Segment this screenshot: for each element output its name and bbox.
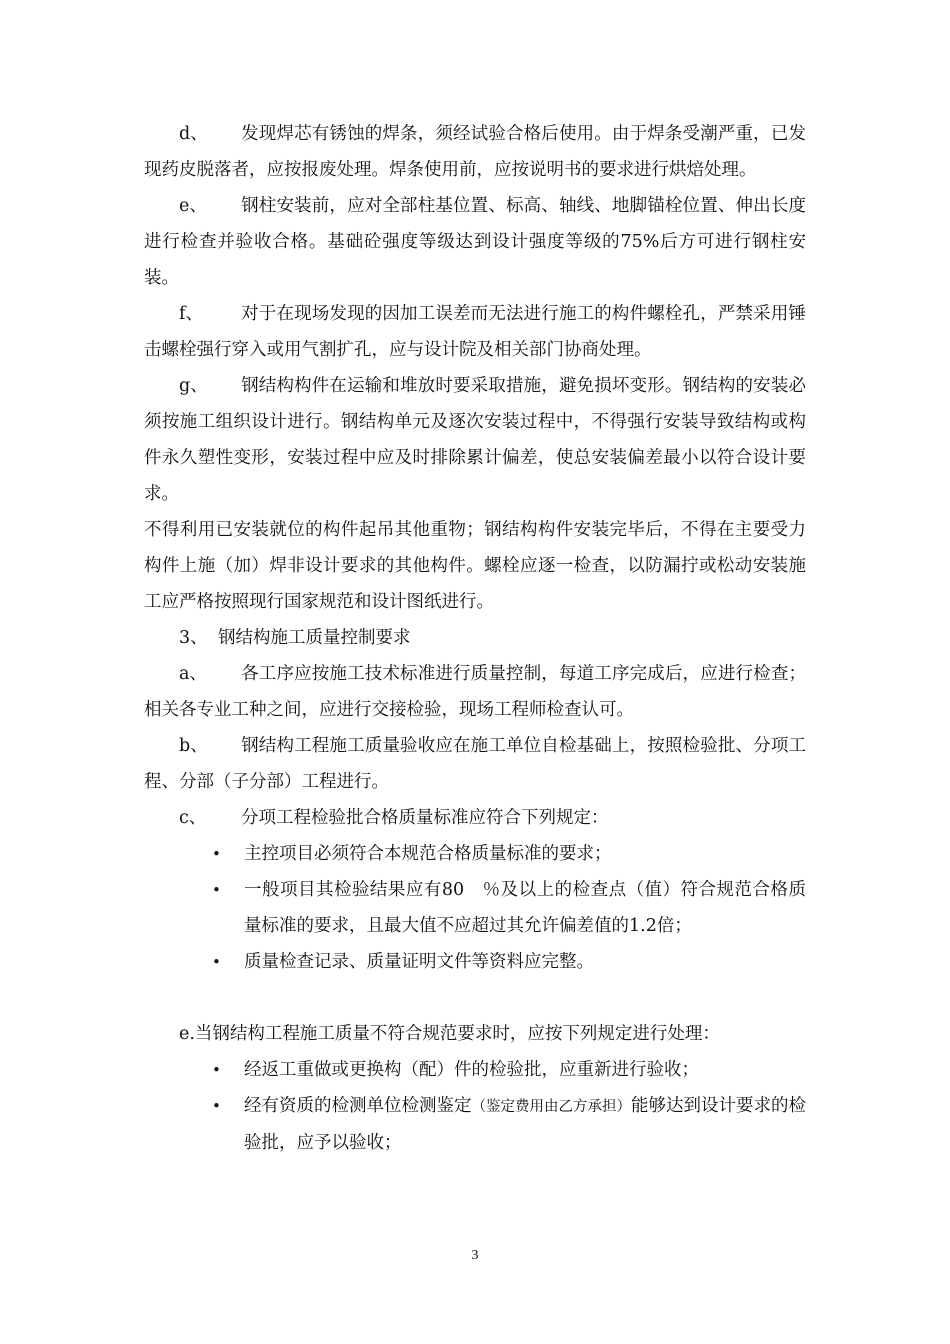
- paragraph-f-text: 对于在现场发现的因加工误差而无法进行施工的构件螺栓孔，严禁采用锤击螺栓强行穿入或用气割扩孔，应与设计院及相关部门协商处理。: [144, 304, 806, 360]
- item-marker-b: b、: [179, 736, 208, 756]
- c-bullet-list: [144, 836, 806, 980]
- item-a: [144, 656, 806, 728]
- e-bullet-list: [144, 1052, 806, 1161]
- paragraph-d-text: 发现焊芯有锈蚀的焊条，须经试验合格后使用。由于焊条受潮严重，已发现药皮脱落者，应按报废处理。焊条使用前，应按说明书的要求进行烘焙处理。: [144, 124, 806, 180]
- bullet-icon: •: [212, 881, 221, 899]
- list-item: [212, 836, 806, 872]
- item-b: [144, 728, 806, 800]
- item-marker-c: c、: [179, 808, 207, 828]
- bullet-text-part: 能够达到设计要求的检验批，应予以验收；: [244, 1096, 806, 1153]
- paragraph-unindented: 不得利用已安装就位的构件起吊其他重物；钢结构构件安装完毕后，不得在主要受力构件上施（加）焊非设计要求的其他构件。螺栓应逐一检查，以防漏拧或松动安装施工应严格按照现行国家规范和设计图纸进行。: [144, 520, 806, 612]
- item-marker-e: e、: [179, 196, 207, 216]
- list-item: [212, 1052, 806, 1088]
- bullet-text: 主控项目必须符合本规范合格质量标准的要求；: [244, 844, 612, 864]
- item-c-text: 分项工程检验批合格质量标准应符合下列规定：: [241, 808, 609, 828]
- bullet-icon: •: [212, 953, 221, 971]
- list-item: [212, 944, 806, 980]
- e-section-heading: e.当钢结构工程施工质量不符合规范要求时，应按下列规定进行处理：: [179, 1024, 720, 1044]
- item-a-text: 各工序应按施工技术标准进行质量控制，每道工序完成后，应进行检查； 相关各专业工种之间，应进行交接检验，现场工程师检查认可。: [144, 664, 806, 720]
- document-body: [144, 116, 806, 1161]
- bullet-icon: •: [212, 1061, 221, 1079]
- paragraph-g-text: 钢结构构件在运输和堆放时要采取措施，避免损坏变形。钢结构的安装必须按施工组织设计进行。钢结构单元及逐次安装过程中，不得强行安装导致结构或构件永久塑性变形，安装过程中应及时排除累计偏差，使总安装偏差最小以符合设计要求。: [144, 376, 806, 504]
- section-3-marker: 3、: [179, 628, 208, 648]
- paragraph-g: [144, 368, 806, 512]
- bullet-icon: •: [212, 845, 221, 863]
- item-marker-a: a、: [179, 664, 207, 684]
- bullet-text-part: 经有资质的检测单位检测鉴定: [244, 1096, 472, 1116]
- page-number: 3: [471, 1248, 479, 1263]
- paragraph-e-text: 钢柱安装前，应对全部柱基位置、标高、轴线、地脚锚栓位置、伸出长度进行检查并验收合格。基础砼强度等级达到设计强度等级的75%后方可进行钢柱安装。: [144, 196, 806, 288]
- bullet-text: 经返工重做或更换构（配）件的检验批，应重新进行验收；: [244, 1060, 699, 1080]
- bullet-text: 质量检查记录、质量证明文件等资料应完整。: [244, 952, 594, 972]
- bullet-text-note: （鉴定费用由乙方承担）: [471, 1099, 631, 1115]
- section-3-heading: [144, 620, 806, 656]
- bullet-icon: •: [212, 1097, 221, 1115]
- item-marker-f: f、: [179, 304, 203, 324]
- item-marker-g: g、: [179, 376, 208, 396]
- bullet-text: 一般项目其检验结果应有80 ％及以上的检查点（值）符合规范合格质量标准的要求，且最大值不应超过其允许偏差值的1.2倍；: [244, 880, 806, 936]
- list-item: [212, 1088, 806, 1161]
- paragraph-d: [144, 116, 806, 188]
- paragraph-e: [144, 188, 806, 296]
- item-marker-d: d、: [179, 124, 208, 144]
- blank-line: [144, 980, 806, 1016]
- item-c: [144, 800, 806, 836]
- list-item: [212, 872, 806, 944]
- section-3-title: 钢结构施工质量控制要求: [218, 628, 411, 648]
- paragraph-f: [144, 296, 806, 368]
- item-b-text: 钢结构工程施工质量验收应在施工单位自检基础上，按照检验批、分项工程、分部（子分部）工程进行。: [144, 736, 806, 792]
